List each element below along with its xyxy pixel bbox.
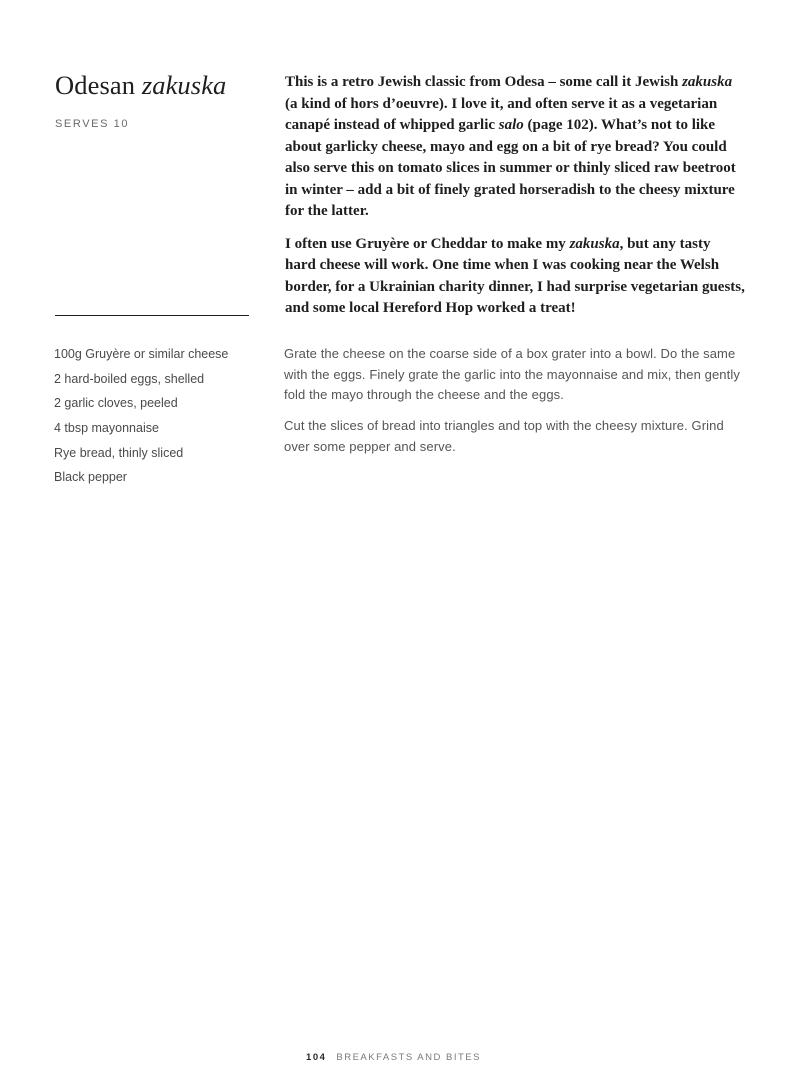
text-run: , but any tasty hard cheese will work. One time when I was cooking near the Welsh border, for a Ukrainian charity dinner, I had surprise vegetarian guests, and some local Hereford Hop worked a treat! xyxy=(285,235,745,316)
italic-term: salo xyxy=(498,117,524,133)
ingredient-list xyxy=(54,344,228,492)
ingredient-item: 2 garlic cloves, peeled xyxy=(54,396,178,411)
recipe-title xyxy=(55,70,255,101)
method-step: Grate the cheese on the coarse side of a box grater into a bowl. Do the same with the eggs. Finely grate the garlic into the mayonnaise and mix, then gently fold the mayo through the cheese and the eggs. xyxy=(284,346,740,402)
ingredient-item: 100g Gruyère or similar cheese xyxy=(54,347,229,361)
text-run: This is a retro Jewish classic from Odesa – some call it Jewish xyxy=(285,74,683,90)
ingredient-item: 2 hard-boiled eggs, shelled xyxy=(54,371,205,386)
recipe-header xyxy=(55,70,255,130)
intro-paragraph-1 xyxy=(285,72,745,223)
italic-term: zakuska xyxy=(682,74,733,90)
method-steps xyxy=(284,344,746,468)
intro-text xyxy=(285,72,745,331)
ingredient-item: Black pepper xyxy=(54,470,127,485)
recipe-title-italic: zakuska xyxy=(141,70,227,100)
divider-rule xyxy=(55,315,249,316)
recipe-title-plain: Odesan xyxy=(55,70,142,100)
ingredient-item: 4 tbsp mayonnaise xyxy=(54,421,159,436)
page-number: 104 xyxy=(306,1052,327,1063)
text-run: (a kind of hors d’oeuvre). I love it, and often serve it as a vegetarian canapé instead of whipped garlic xyxy=(285,95,718,133)
serves-label: SERVES 10 xyxy=(55,118,130,130)
text-run: (page 102). What’s not to like about garlicky cheese, mayo and egg on a bit of rye bread? You could also serve this on tomato slices in summer or thinly sliced raw beetroot in winter – add a bit of finely grated horseradish to the cheesy mixture for the latter. xyxy=(285,117,736,219)
method-step: Cut the slices of bread into triangles and top with the cheesy mixture. Grind over some pepper and serve. xyxy=(284,418,724,454)
section-name: BREAKFASTS AND BITES xyxy=(336,1052,481,1063)
page-footer xyxy=(0,1052,787,1063)
intro-paragraph-2 xyxy=(285,234,745,320)
text-run: I often use Gruyère or Cheddar to make my xyxy=(285,235,570,252)
ingredient-item: Rye bread, thinly sliced xyxy=(54,445,184,460)
italic-term: zakuska xyxy=(569,235,620,252)
